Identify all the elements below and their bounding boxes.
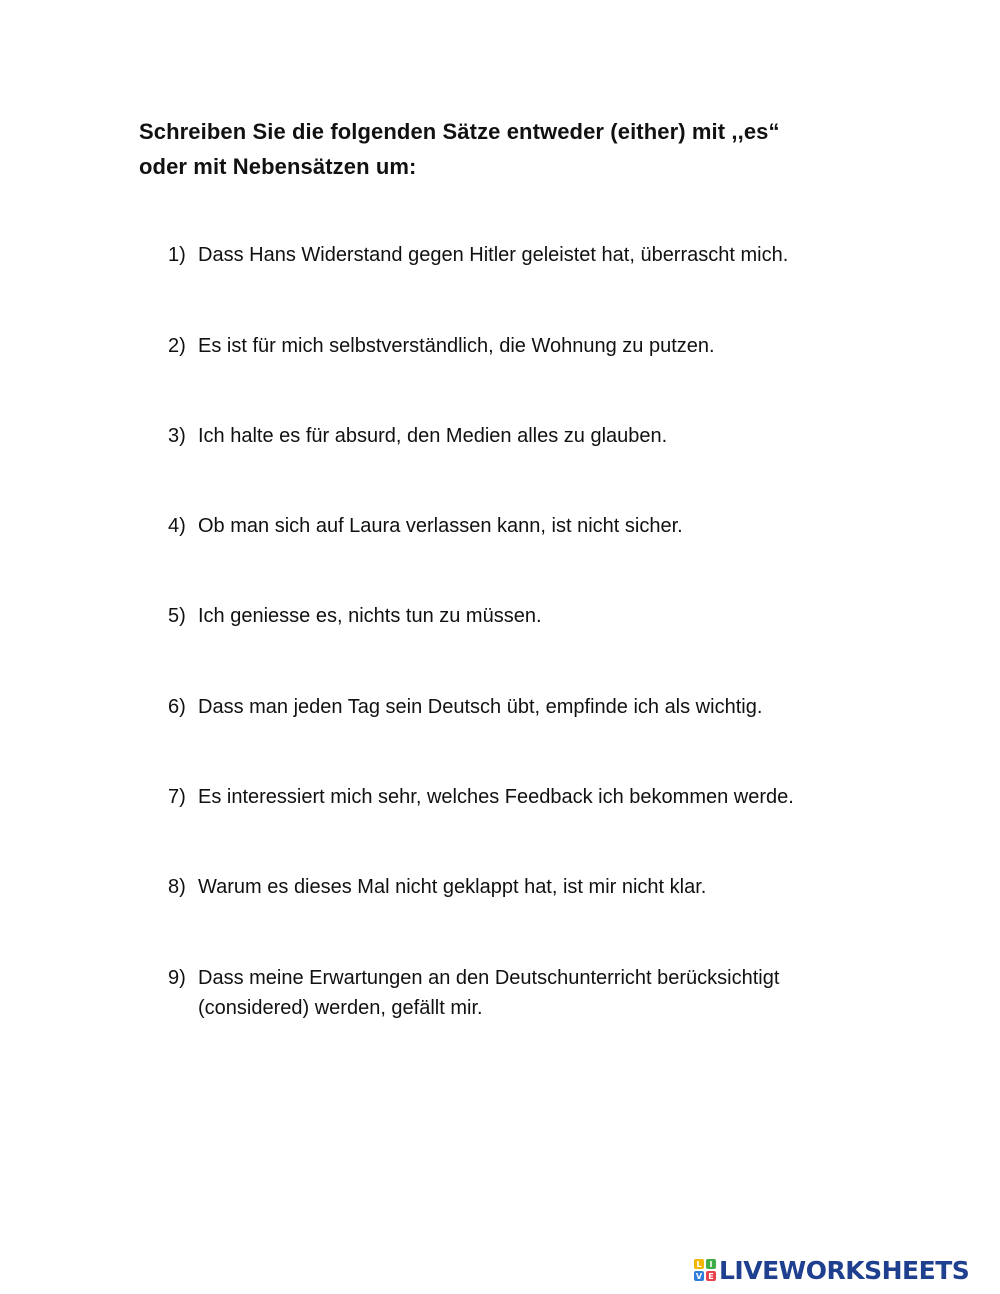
item-sentence: Ob man sich auf Laura verlassen kann, ist nicht sicher. xyxy=(198,515,683,537)
item-number: 6) xyxy=(168,696,186,718)
exercise-item-9 xyxy=(168,963,868,1023)
item-number: 7) xyxy=(168,786,186,808)
liveworksheets-logo xyxy=(694,1256,969,1284)
item-sentence: Es ist für mich selbstverständlich, die Wohnung zu putzen. xyxy=(198,335,715,357)
item-sentence: Es interessiert mich sehr, welches Feedback ich bekommen werde. xyxy=(198,786,794,808)
exercise-item-6 xyxy=(168,692,868,722)
logo-grid-icon xyxy=(694,1259,716,1281)
exercise-item-4 xyxy=(168,511,868,541)
item-number: 4) xyxy=(168,515,186,537)
logo-letter-e: E xyxy=(706,1271,716,1281)
item-number: 8) xyxy=(168,876,186,898)
exercise-item-8 xyxy=(168,872,868,902)
item-sentence: Dass meine Erwartungen an den Deutschunterricht berücksichtigt (considered) werden, gefällt mir. xyxy=(198,967,780,1019)
item-sentence: Dass Hans Widerstand gegen Hitler geleistet hat, überrascht mich. xyxy=(198,244,789,266)
item-sentence: Dass man jeden Tag sein Deutsch übt, empfinde ich als wichtig. xyxy=(198,696,763,718)
item-sentence: Warum es dieses Mal nicht geklappt hat, ist mir nicht klar. xyxy=(198,876,707,898)
exercise-item-7 xyxy=(168,782,868,812)
logo-letter-l: L xyxy=(694,1259,704,1269)
exercise-item-2 xyxy=(168,331,868,361)
exercise-item-3 xyxy=(168,421,868,451)
logo-letter-i: I xyxy=(706,1259,716,1269)
item-sentence: Ich halte es für absurd, den Medien alles zu glauben. xyxy=(198,425,668,447)
brand-name: LIVEWORKSHEETS xyxy=(719,1255,970,1285)
item-number: 5) xyxy=(168,605,186,627)
item-number: 9) xyxy=(168,967,186,989)
item-number: 1) xyxy=(168,244,186,266)
item-number: 3) xyxy=(168,425,186,447)
instruction-heading xyxy=(139,114,879,184)
instruction-heading-line-2: oder mit Nebensätzen um: xyxy=(139,154,417,179)
item-sentence: Ich geniesse es, nichts tun zu müssen. xyxy=(198,605,542,627)
item-number: 2) xyxy=(168,335,186,357)
exercise-item-1 xyxy=(168,240,868,270)
instruction-heading-line-1: Schreiben Sie die folgenden Sätze entweder (either) mit ,,es“ xyxy=(139,119,780,144)
exercise-item-5 xyxy=(168,601,868,631)
logo-letter-v: V xyxy=(695,1271,703,1281)
